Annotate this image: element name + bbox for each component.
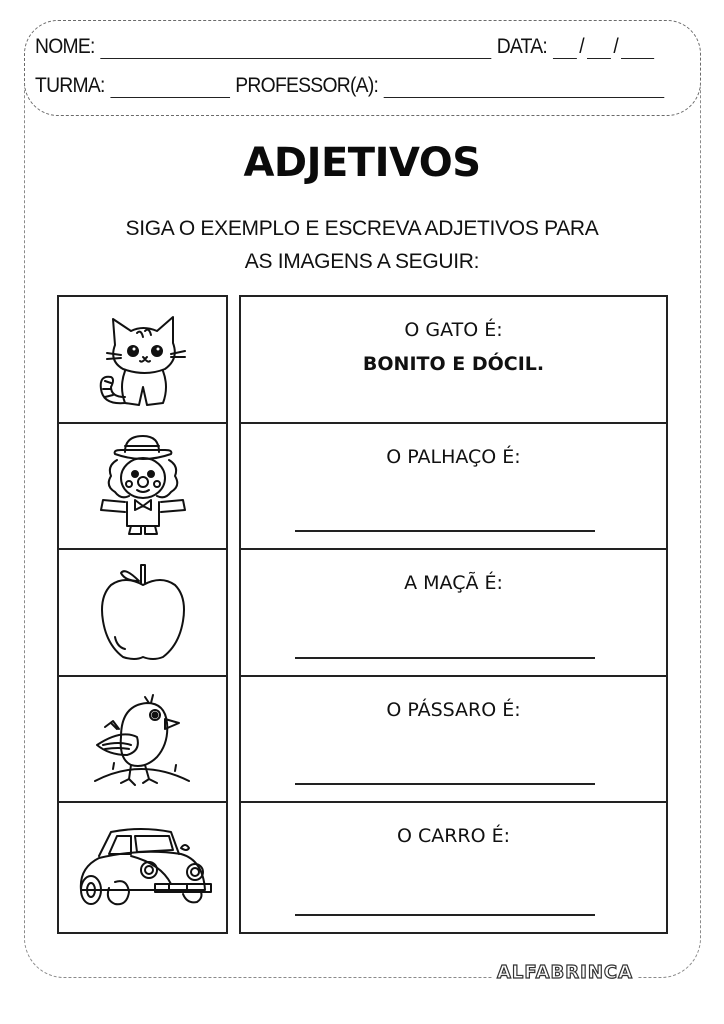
teacher-label: PROFESSOR(A): xyxy=(235,74,379,97)
date-day-field[interactable] xyxy=(553,39,577,59)
class-field[interactable] xyxy=(110,78,230,98)
header-row-name-date xyxy=(35,35,688,59)
instructions-line-1: SIGA O EXEMPLO E ESCREVA ADJETIVOS PARA xyxy=(125,217,599,240)
answer-cell xyxy=(241,550,666,677)
answer-line[interactable] xyxy=(295,530,595,532)
name-label: NOME: xyxy=(35,35,95,58)
cat-icon xyxy=(93,307,193,412)
class-label: TURMA: xyxy=(35,74,105,97)
example-answer: BONITO E DÓCIL. xyxy=(362,353,545,375)
picture-cell xyxy=(59,803,226,932)
date-separator: / xyxy=(579,35,584,58)
answer-cell xyxy=(241,424,666,550)
apple-icon xyxy=(95,561,191,665)
picture-column xyxy=(57,295,228,934)
car-icon xyxy=(71,824,215,912)
picture-cell xyxy=(59,297,226,424)
prompt-label: O GATO É: xyxy=(404,319,503,341)
prompt-label: O PALHAÇO É: xyxy=(386,446,521,468)
answer-cell xyxy=(241,803,666,932)
instructions xyxy=(0,212,724,278)
prompt-label: O PÁSSARO É: xyxy=(386,699,521,721)
date-month-field[interactable] xyxy=(587,39,611,59)
prompt-label: A MAÇÃ É: xyxy=(404,572,503,594)
answer-cell-example xyxy=(241,297,666,424)
header-row-class-teacher xyxy=(35,74,688,98)
clown-icon xyxy=(95,430,191,542)
brand-logo: ALFABRINCA xyxy=(493,962,637,983)
picture-cell xyxy=(59,677,226,803)
student-info-header xyxy=(24,20,701,116)
answer-cell xyxy=(241,677,666,803)
answer-line[interactable] xyxy=(295,914,595,916)
date-year-field[interactable] xyxy=(621,39,654,59)
picture-cell xyxy=(59,550,226,677)
date-separator: / xyxy=(613,35,618,58)
answer-column xyxy=(239,295,668,934)
teacher-field[interactable] xyxy=(384,78,665,98)
answer-line[interactable] xyxy=(295,657,595,659)
prompt-label: O CARRO É: xyxy=(396,825,511,847)
name-field[interactable] xyxy=(100,39,491,59)
picture-cell xyxy=(59,424,226,550)
bird-icon xyxy=(91,687,195,791)
page-title: ADJETIVOS xyxy=(243,140,481,186)
instructions-line-2: AS IMAGENS A SEGUIR: xyxy=(244,250,480,273)
answer-line[interactable] xyxy=(295,783,595,785)
date-label: DATA: xyxy=(496,35,548,58)
